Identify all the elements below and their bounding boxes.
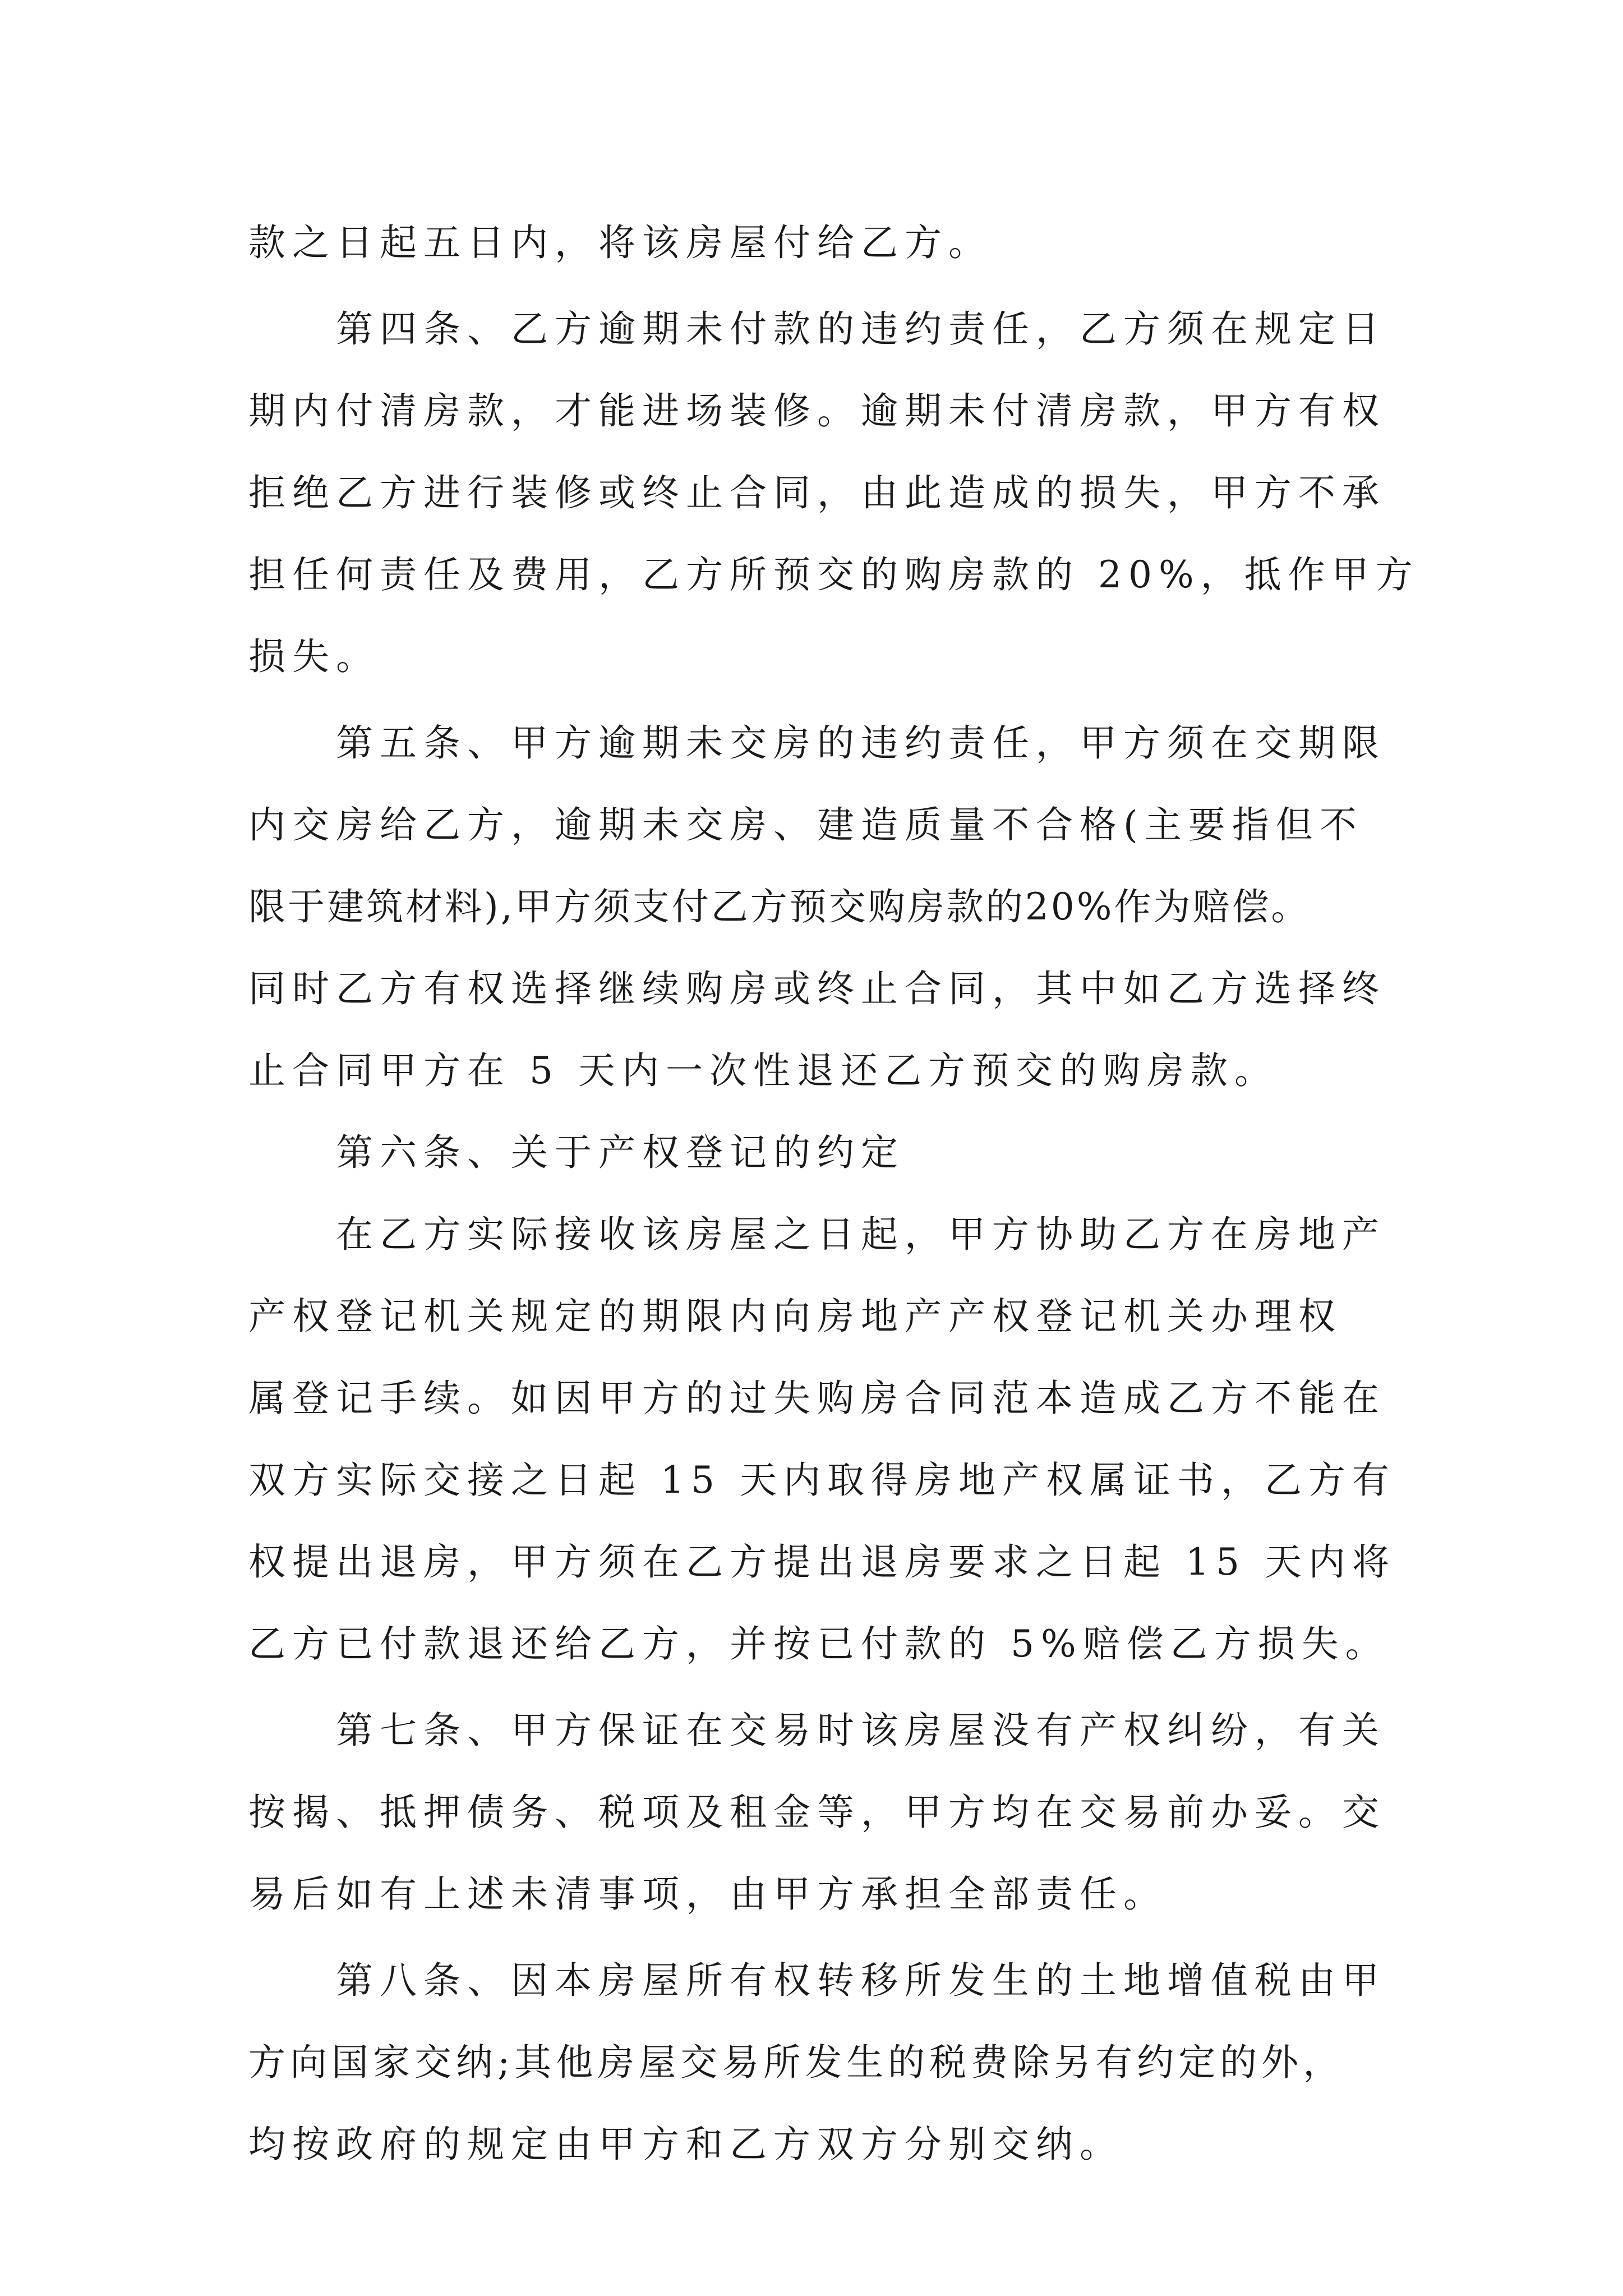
text-line: 乙方已付款退还给乙方，并按已付款的 5%赔偿乙方损失。 — [248, 1622, 1389, 1665]
text-line: 限于建筑材料),甲方须支付乙方预交购房款的20%作为赔偿。 — [248, 885, 1311, 928]
text-line: 属登记手续。如因甲方的过失购房合同范本造成乙方不能在 — [248, 1377, 1386, 1420]
text-line: 期内付清房款，才能进场装修。逾期未付清房款，甲方有权 — [248, 389, 1386, 432]
text-line: 止合同甲方在 5 天内一次性退还乙方预交的购房款。 — [248, 1049, 1278, 1092]
text-line: 损失。 — [248, 635, 380, 678]
article-7-line: 第七条、甲方保证在交易时该房屋没有产权纠纷，有关 — [336, 1709, 1386, 1752]
text-line: 易后如有上述未清事项，由甲方承担全部责任。 — [248, 1872, 1167, 1916]
text-line: 产权登记机关规定的期限内向房地产产权登记机关办理权 — [248, 1295, 1342, 1338]
contract-body — [248, 202, 1419, 2185]
text-line: 双方实际交接之日起 15 天内取得房地产权属证书，乙方有 — [248, 1458, 1396, 1502]
text-line: 同时乙方有权选择继续购房或终止合同，其中如乙方选择终 — [248, 967, 1386, 1010]
text-line: 按揭、抵押债务、税项及租金等，甲方均在交易前办妥。交 — [248, 1791, 1386, 1834]
text-line: 权提出退房，甲方须在乙方提出退房要求之日起 15 天内将 — [248, 1540, 1396, 1584]
text-line: 在乙方实际接收该房屋之日起，甲方协助乙方在房地产 — [336, 1213, 1386, 1256]
text-line: 款之日起五日内，将该房屋付给乙方。 — [248, 221, 992, 264]
article-6-heading: 第六条、关于产权登记的约定 — [336, 1131, 905, 1174]
text-line: 内交房给乙方，逾期未交房、建造质量不合格(主要指但不 — [248, 803, 1363, 846]
text-line: 均按政府的规定由甲方和乙方双方分别交纳。 — [248, 2123, 1123, 2166]
article-5-line: 第五条、甲方逾期未交房的违约责任，甲方须在交期限 — [336, 721, 1386, 765]
article-4-line: 第四条、乙方逾期未付款的违约责任，乙方须在规定日 — [336, 307, 1386, 351]
text-line: 方向国家交纳;其他房屋交易所发生的税费除另有约定的外， — [248, 2041, 1345, 2084]
text-line: 担任何责任及费用，乙方所预交的购房款的 20%，抵作甲方 — [248, 553, 1419, 596]
text-line: 拒绝乙方进行装修或终止合同，由此造成的损失，甲方不承 — [248, 471, 1386, 514]
article-8-line: 第八条、因本房屋所有权转移所发生的土地增值税由甲 — [336, 1959, 1386, 2002]
